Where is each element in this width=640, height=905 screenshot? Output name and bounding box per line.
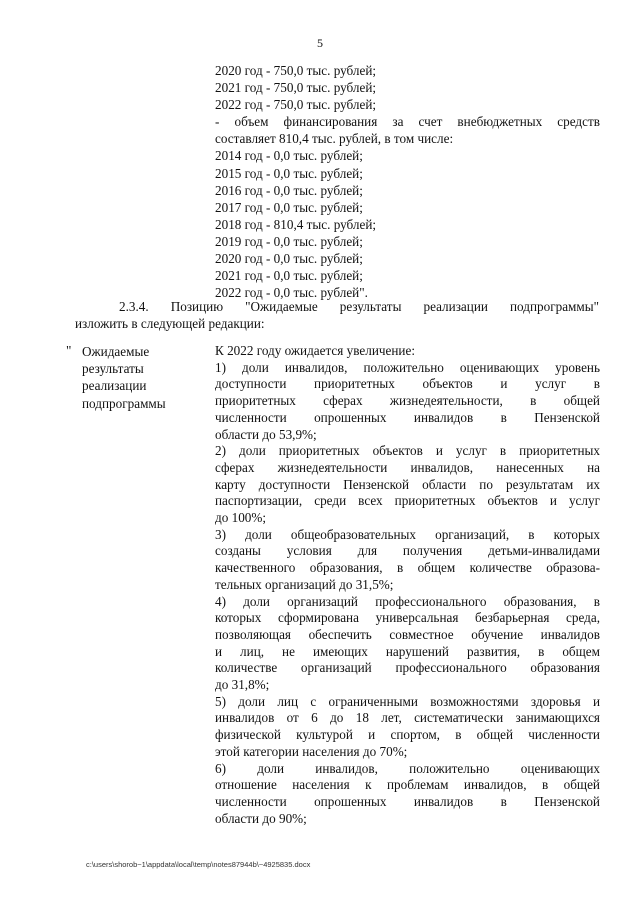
financing-line: 2020 год - 750,0 тыс. рублей; bbox=[215, 63, 377, 78]
financing-line: 2014 год - 0,0 тыс. рублей; bbox=[215, 148, 363, 164]
result-line: отношение населения к проблемам инвалидов, в общей bbox=[215, 777, 600, 793]
financing-line: 2022 год - 0,0 тыс. рублей". bbox=[215, 285, 368, 301]
financing-line: 2020 год - 0,0 тыс. рублей; bbox=[215, 251, 363, 267]
expected-results-heading bbox=[82, 343, 202, 412]
result-line: численности опрошенных инвалидов в Пензенской bbox=[215, 793, 600, 809]
financing-list bbox=[215, 62, 600, 301]
financing-line: 2021 год - 750,0 тыс. рублей; bbox=[215, 80, 377, 96]
financing-line: 2017 год - 0,0 тыс. рублей; bbox=[215, 199, 363, 215]
financing-line: - объем финансирования за счет внебюджетных средств bbox=[215, 114, 600, 130]
financing-line: 2016 год - 0,0 тыс. рублей; bbox=[215, 182, 363, 198]
result-line: позволяющая обеспечить совместное обучение инвалидов bbox=[215, 626, 600, 642]
result-line: тельных организаций до 31,5%; bbox=[215, 576, 394, 592]
heading-word: Ожидаемые bbox=[82, 344, 150, 359]
result-line: паспортизации, среди всех приоритетных объектов и услуг bbox=[215, 493, 600, 509]
result-line: до 31,8%; bbox=[215, 677, 270, 693]
result-line: количестве организаций профессионального образования bbox=[215, 660, 600, 676]
result-line: сферах жизнедеятельности инвалидов, нанесенных на bbox=[215, 459, 600, 475]
result-line: 3) доли общеобразовательных организаций, в которых bbox=[215, 526, 600, 542]
result-line: которых сформирована универсальная безбарьерная среда, bbox=[215, 610, 600, 626]
result-line: К 2022 году ожидается увеличение: bbox=[215, 343, 416, 358]
result-line: доступности приоритетных объектов и услуг в bbox=[215, 376, 600, 392]
result-line: этой категории населения до 70%; bbox=[215, 743, 408, 759]
result-line: 4) доли организаций профессионального образования, в bbox=[215, 593, 600, 609]
result-line: области до 90%; bbox=[215, 810, 307, 826]
result-line: и лиц, не имеющих нарушений развития, в общем bbox=[215, 643, 600, 659]
result-line: области до 53,9%; bbox=[215, 426, 317, 442]
result-line: 6) доли инвалидов, положительно оценивающих bbox=[215, 760, 600, 776]
section-heading-line: 2.3.4. Позицию "Ожидаемые результаты реализации подпрограммы" bbox=[119, 299, 599, 314]
open-quote-mark: " bbox=[66, 343, 72, 358]
result-line: 2) доли приоритетных объектов и услуг в приоритетных bbox=[215, 443, 600, 459]
financing-line: 2021 год - 0,0 тыс. рублей; bbox=[215, 268, 363, 284]
financing-line: составляет 810,4 тыс. рублей, в том числе: bbox=[215, 131, 454, 147]
section-2-3-4 bbox=[75, 298, 599, 332]
page-number: 5 bbox=[317, 36, 323, 50]
expected-results-text bbox=[215, 343, 600, 827]
result-line: качественного образования, в общем количестве образова- bbox=[215, 560, 600, 576]
result-line: физической культурой и спортом, в общей численности bbox=[215, 727, 600, 743]
financing-line: 2022 год - 750,0 тыс. рублей; bbox=[215, 97, 377, 113]
result-line: до 100%; bbox=[215, 510, 267, 526]
result-line: 1) доли инвалидов, положительно оценивающих уровень bbox=[215, 359, 600, 375]
result-line: карту доступности Пензенской области по результатам их bbox=[215, 476, 600, 492]
financing-line: 2015 год - 0,0 тыс. рублей; bbox=[215, 165, 363, 181]
result-line: инвалидов от 6 до 18 лет, систематически занимающихся bbox=[215, 710, 600, 726]
heading-word: подпрограммы bbox=[82, 395, 166, 411]
result-line: 5) доли лиц с ограниченными возможностями здоровья и bbox=[215, 693, 600, 709]
result-line: созданы условия для получения детьми-инвалидами bbox=[215, 543, 600, 559]
financing-line: 2019 год - 0,0 тыс. рублей; bbox=[215, 233, 363, 249]
financing-line: 2018 год - 810,4 тыс. рублей; bbox=[215, 216, 377, 232]
footer-file-path: c:\users\shorob~1\appdata\local\temp\notes87944b\~4925835.docx bbox=[86, 860, 311, 869]
result-line: приоритетных сферах жизнедеятельности, в общей bbox=[215, 393, 600, 409]
heading-word: реализации bbox=[82, 378, 147, 394]
result-line: численности опрошенных инвалидов в Пензенской bbox=[215, 409, 600, 425]
section-heading-line-2: изложить в следующей редакции: bbox=[75, 316, 265, 332]
heading-word: результаты bbox=[82, 361, 144, 377]
